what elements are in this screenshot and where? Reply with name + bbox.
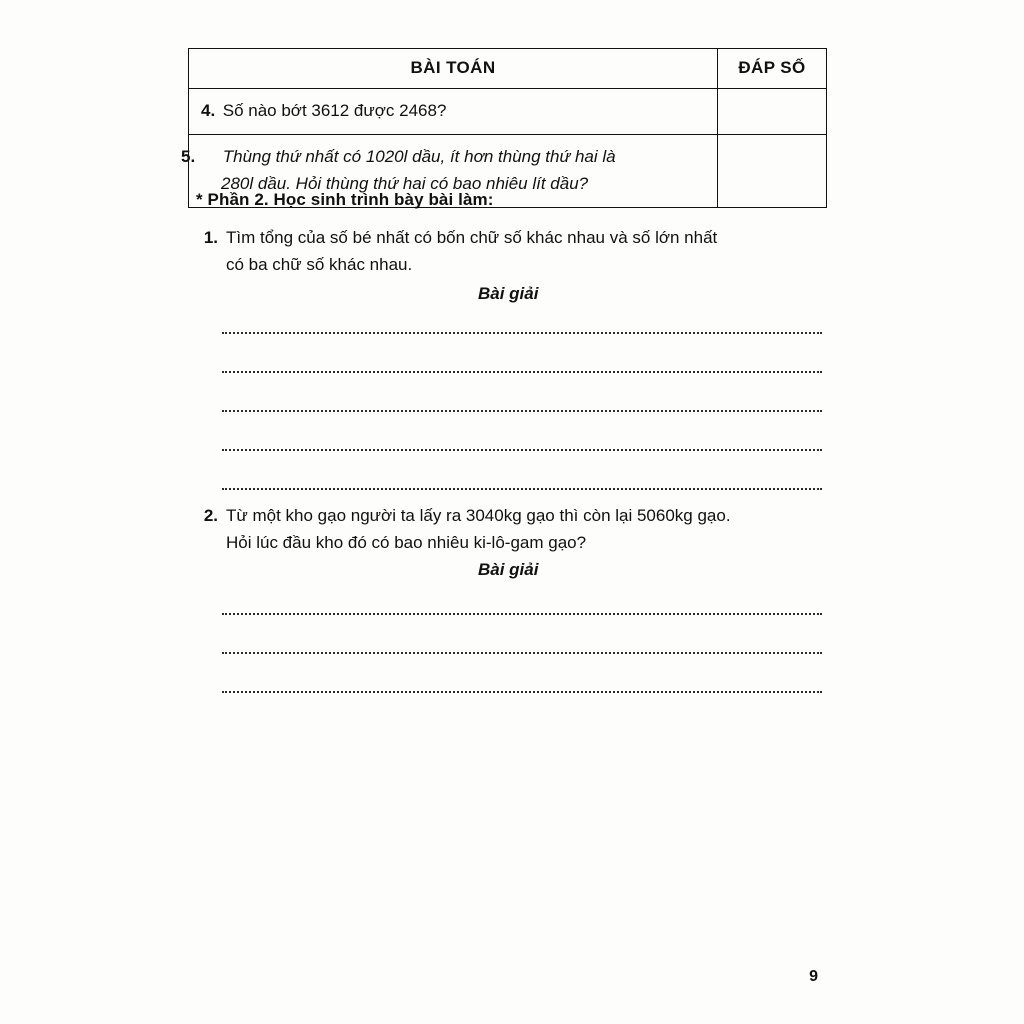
header-cell-answer — [718, 49, 827, 89]
page-number: 9 — [809, 968, 818, 985]
question-1-line1: Tìm tổng của số bé nhất có bốn chữ số khác nhau và số lớn nhất — [226, 228, 718, 247]
question-2-number: 2. — [203, 506, 218, 525]
problem-4-text: Số nào bớt 3612 được 2468? — [222, 101, 447, 120]
answer-line[interactable] — [222, 488, 822, 490]
header-answer-label: ĐÁP SỐ — [738, 58, 806, 77]
answer-line[interactable] — [222, 691, 822, 693]
answer-cell-5[interactable] — [718, 135, 827, 208]
table-row — [189, 89, 827, 135]
question-1-number: 1. — [203, 228, 218, 247]
header-cell-problem — [189, 49, 718, 89]
section-heading: * Phần 2. Học sinh trình bày bài làm: — [196, 190, 494, 209]
problem-5-number: 5. — [181, 147, 196, 167]
solve-label-1: Bài giải — [478, 284, 539, 303]
answer-line[interactable] — [222, 332, 822, 334]
answer-line[interactable] — [222, 613, 822, 615]
problem-4-number: 4. — [201, 101, 216, 120]
question-2-text — [226, 502, 836, 556]
question-1-line2: có ba chữ số khác nhau. — [226, 255, 413, 275]
question-1-text — [226, 224, 836, 278]
answer-line[interactable] — [222, 371, 822, 373]
problem-5-text-line1: Thùng thứ nhất có 1020l dầu, ít hơn thùng thứ hai là — [222, 147, 616, 167]
problem-5-text-line2: 280l dầu. Hỏi thùng thứ hai có bao nhiêu lít dầu? — [221, 173, 589, 193]
answer-cell-4[interactable] — [718, 89, 827, 135]
question-2-line2: Hỏi lúc đầu kho đó có bao nhiêu ki-lô-gam gạo? — [226, 533, 587, 553]
question-1 — [196, 224, 836, 278]
header-problem-label: BÀI TOÁN — [410, 58, 496, 77]
problem-4-body — [189, 89, 717, 134]
solve-label-2: Bài giải — [478, 560, 539, 579]
answer-line[interactable] — [222, 652, 822, 654]
problem-table — [181, 48, 827, 208]
answer-line[interactable] — [222, 449, 822, 451]
problem-cell-4 — [189, 89, 718, 135]
table-header-row — [189, 49, 827, 89]
answer-line[interactable] — [222, 410, 822, 412]
question-2 — [196, 502, 836, 556]
question-2-line1: Từ một kho gạo người ta lấy ra 3040kg gạo thì còn lại 5060kg gạo. — [226, 506, 731, 525]
